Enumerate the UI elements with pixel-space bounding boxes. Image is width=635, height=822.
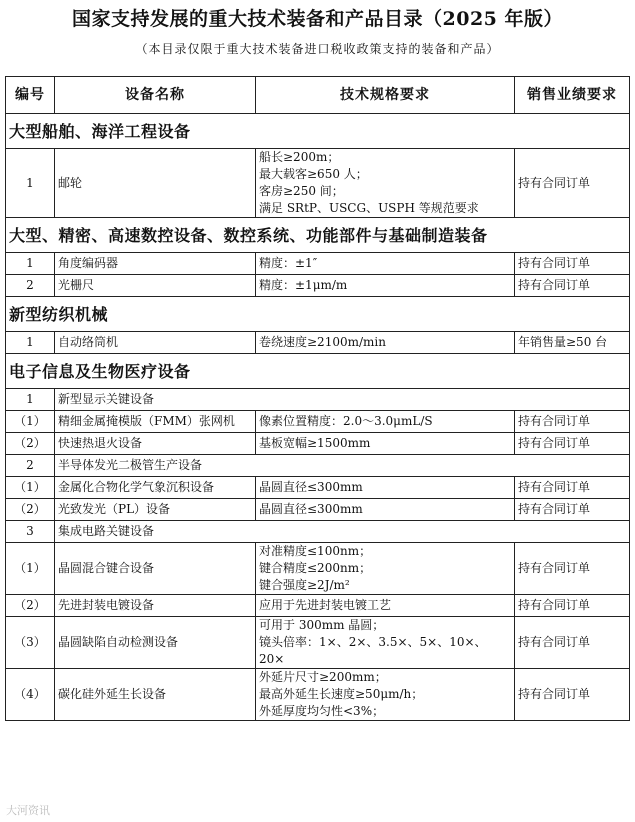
spec-line: 对准精度≤100nm； bbox=[259, 544, 372, 558]
item-sales: 持有合同订单 bbox=[515, 149, 630, 218]
header-num: 编号 bbox=[6, 77, 55, 114]
item-spec bbox=[256, 149, 515, 218]
table-row bbox=[6, 332, 630, 354]
item-spec bbox=[256, 669, 515, 721]
table-header-row bbox=[6, 77, 630, 114]
item-spec bbox=[256, 617, 515, 669]
table-row bbox=[6, 595, 630, 617]
category-row bbox=[6, 297, 630, 332]
item-sales: 持有合同订单 bbox=[515, 433, 630, 455]
item-name: 光栅尺 bbox=[55, 275, 256, 297]
item-spec bbox=[256, 595, 515, 617]
item-spec bbox=[256, 433, 515, 455]
item-sales: 持有合同订单 bbox=[515, 477, 630, 499]
item-number: （1） bbox=[6, 543, 55, 595]
item-name: 金属化合物化学气象沉积设备 bbox=[55, 477, 256, 499]
catalog-table bbox=[5, 76, 630, 721]
item-name: 碳化硅外延生长设备 bbox=[55, 669, 256, 721]
spec-line: 镜头倍率：1×、2×、3.5×、5×、10×、 bbox=[259, 635, 487, 649]
table-row bbox=[6, 499, 630, 521]
category-row bbox=[6, 218, 630, 253]
spec-line: 精度：±1μm/m bbox=[259, 278, 348, 292]
category-row bbox=[6, 114, 630, 149]
item-spec bbox=[256, 499, 515, 521]
item-number: （3） bbox=[6, 617, 55, 669]
item-number: （2） bbox=[6, 433, 55, 455]
group-row bbox=[6, 389, 630, 411]
item-name: 角度编码器 bbox=[55, 253, 256, 275]
spec-line: 精度：±1″ bbox=[259, 256, 318, 270]
group-row bbox=[6, 521, 630, 543]
table-row bbox=[6, 433, 630, 455]
item-number: （2） bbox=[6, 595, 55, 617]
spec-line: 客房≥250 间； bbox=[259, 184, 344, 198]
spec-line: 最高外延生长速度≥50μm/h； bbox=[259, 687, 424, 701]
item-number: 2 bbox=[6, 275, 55, 297]
category-row bbox=[6, 354, 630, 389]
page-subtitle: （本目录仅限于重大技术装备进口税收政策支持的装备和产品） bbox=[135, 42, 500, 56]
item-sales: 年销售量≥50 台 bbox=[515, 332, 630, 354]
item-spec bbox=[256, 543, 515, 595]
item-name: 晶圆缺陷自动检测设备 bbox=[55, 617, 256, 669]
category-title: 大型、精密、高速数控设备、数控系统、功能部件与基础制造装备 bbox=[6, 218, 630, 253]
item-sales: 持有合同订单 bbox=[515, 617, 630, 669]
table-row bbox=[6, 411, 630, 433]
item-name: 精细金属掩模版（FMM）张网机 bbox=[55, 411, 256, 433]
spec-line: 外延厚度均匀性<3%； bbox=[259, 704, 385, 718]
item-number: 1 bbox=[6, 149, 55, 218]
item-number: 1 bbox=[6, 389, 55, 411]
table-row bbox=[6, 543, 630, 595]
table-row bbox=[6, 149, 630, 218]
spec-line: 最大载客≥650 人； bbox=[259, 167, 368, 181]
item-name: 先进封装电镀设备 bbox=[55, 595, 256, 617]
item-sales: 持有合同订单 bbox=[515, 253, 630, 275]
item-sales: 持有合同订单 bbox=[515, 595, 630, 617]
spec-line: 键合精度≤200nm； bbox=[259, 561, 372, 575]
header-sales: 销售业绩要求 bbox=[515, 77, 630, 114]
item-sales: 持有合同订单 bbox=[515, 499, 630, 521]
spec-line: 晶圆直径≤300mm bbox=[259, 480, 363, 494]
item-number: （4） bbox=[6, 669, 55, 721]
category-title: 新型纺织机械 bbox=[6, 297, 630, 332]
item-sales: 持有合同订单 bbox=[515, 275, 630, 297]
watermark: 大河资讯 bbox=[6, 804, 50, 817]
spec-line: 外延片尺寸≥200mm； bbox=[259, 670, 387, 684]
group-row bbox=[6, 455, 630, 477]
table-body bbox=[6, 114, 630, 721]
header-spec: 技术规格要求 bbox=[256, 77, 515, 114]
spec-line: 晶圆直径≤300mm bbox=[259, 502, 363, 516]
item-number: 2 bbox=[6, 455, 55, 477]
item-number: （1） bbox=[6, 411, 55, 433]
spec-line: 满足 SRtP、USCG、USPH 等规范要求 bbox=[259, 201, 479, 215]
item-spec bbox=[256, 253, 515, 275]
spec-line: 基板宽幅≥1500mm bbox=[259, 436, 371, 450]
group-title: 半导体发光二极管生产设备 bbox=[55, 455, 630, 477]
item-name: 邮轮 bbox=[55, 149, 256, 218]
spec-line: 应用于先进封装电镀工艺 bbox=[259, 598, 392, 612]
spec-line: 船长≥200m； bbox=[259, 150, 340, 164]
spec-line: 键合强度≥2J/m² bbox=[259, 578, 350, 592]
item-number: （1） bbox=[6, 477, 55, 499]
item-number: 3 bbox=[6, 521, 55, 543]
item-name: 快速热退火设备 bbox=[55, 433, 256, 455]
table-row bbox=[6, 617, 630, 669]
table-row bbox=[6, 477, 630, 499]
spec-line: 可用于 300mm 晶圆； bbox=[259, 618, 385, 632]
item-sales: 持有合同订单 bbox=[515, 543, 630, 595]
spec-line: 卷绕速度≥2100m/min bbox=[259, 335, 386, 349]
item-sales: 持有合同订单 bbox=[515, 669, 630, 721]
group-title: 新型显示关键设备 bbox=[55, 389, 630, 411]
item-spec bbox=[256, 411, 515, 433]
category-title: 大型船舶、海洋工程设备 bbox=[6, 114, 630, 149]
header-name: 设备名称 bbox=[55, 77, 256, 114]
table-row bbox=[6, 275, 630, 297]
item-number: 1 bbox=[6, 332, 55, 354]
item-name: 光致发光（PL）设备 bbox=[55, 499, 256, 521]
item-spec bbox=[256, 477, 515, 499]
page-title: 国家支持发展的重大技术装备和产品目录（2025 年版） bbox=[72, 8, 563, 30]
category-title: 电子信息及生物医疗设备 bbox=[6, 354, 630, 389]
table-row bbox=[6, 253, 630, 275]
table-row bbox=[6, 669, 630, 721]
spec-line: 像素位置精度：2.0～3.0μmL/S bbox=[259, 414, 433, 428]
item-number: 1 bbox=[6, 253, 55, 275]
item-spec bbox=[256, 275, 515, 297]
spec-line: 20× bbox=[259, 652, 285, 666]
item-name: 自动络筒机 bbox=[55, 332, 256, 354]
item-number: （2） bbox=[6, 499, 55, 521]
item-name: 晶圆混合键合设备 bbox=[55, 543, 256, 595]
group-title: 集成电路关键设备 bbox=[55, 521, 630, 543]
item-spec bbox=[256, 332, 515, 354]
item-sales: 持有合同订单 bbox=[515, 411, 630, 433]
